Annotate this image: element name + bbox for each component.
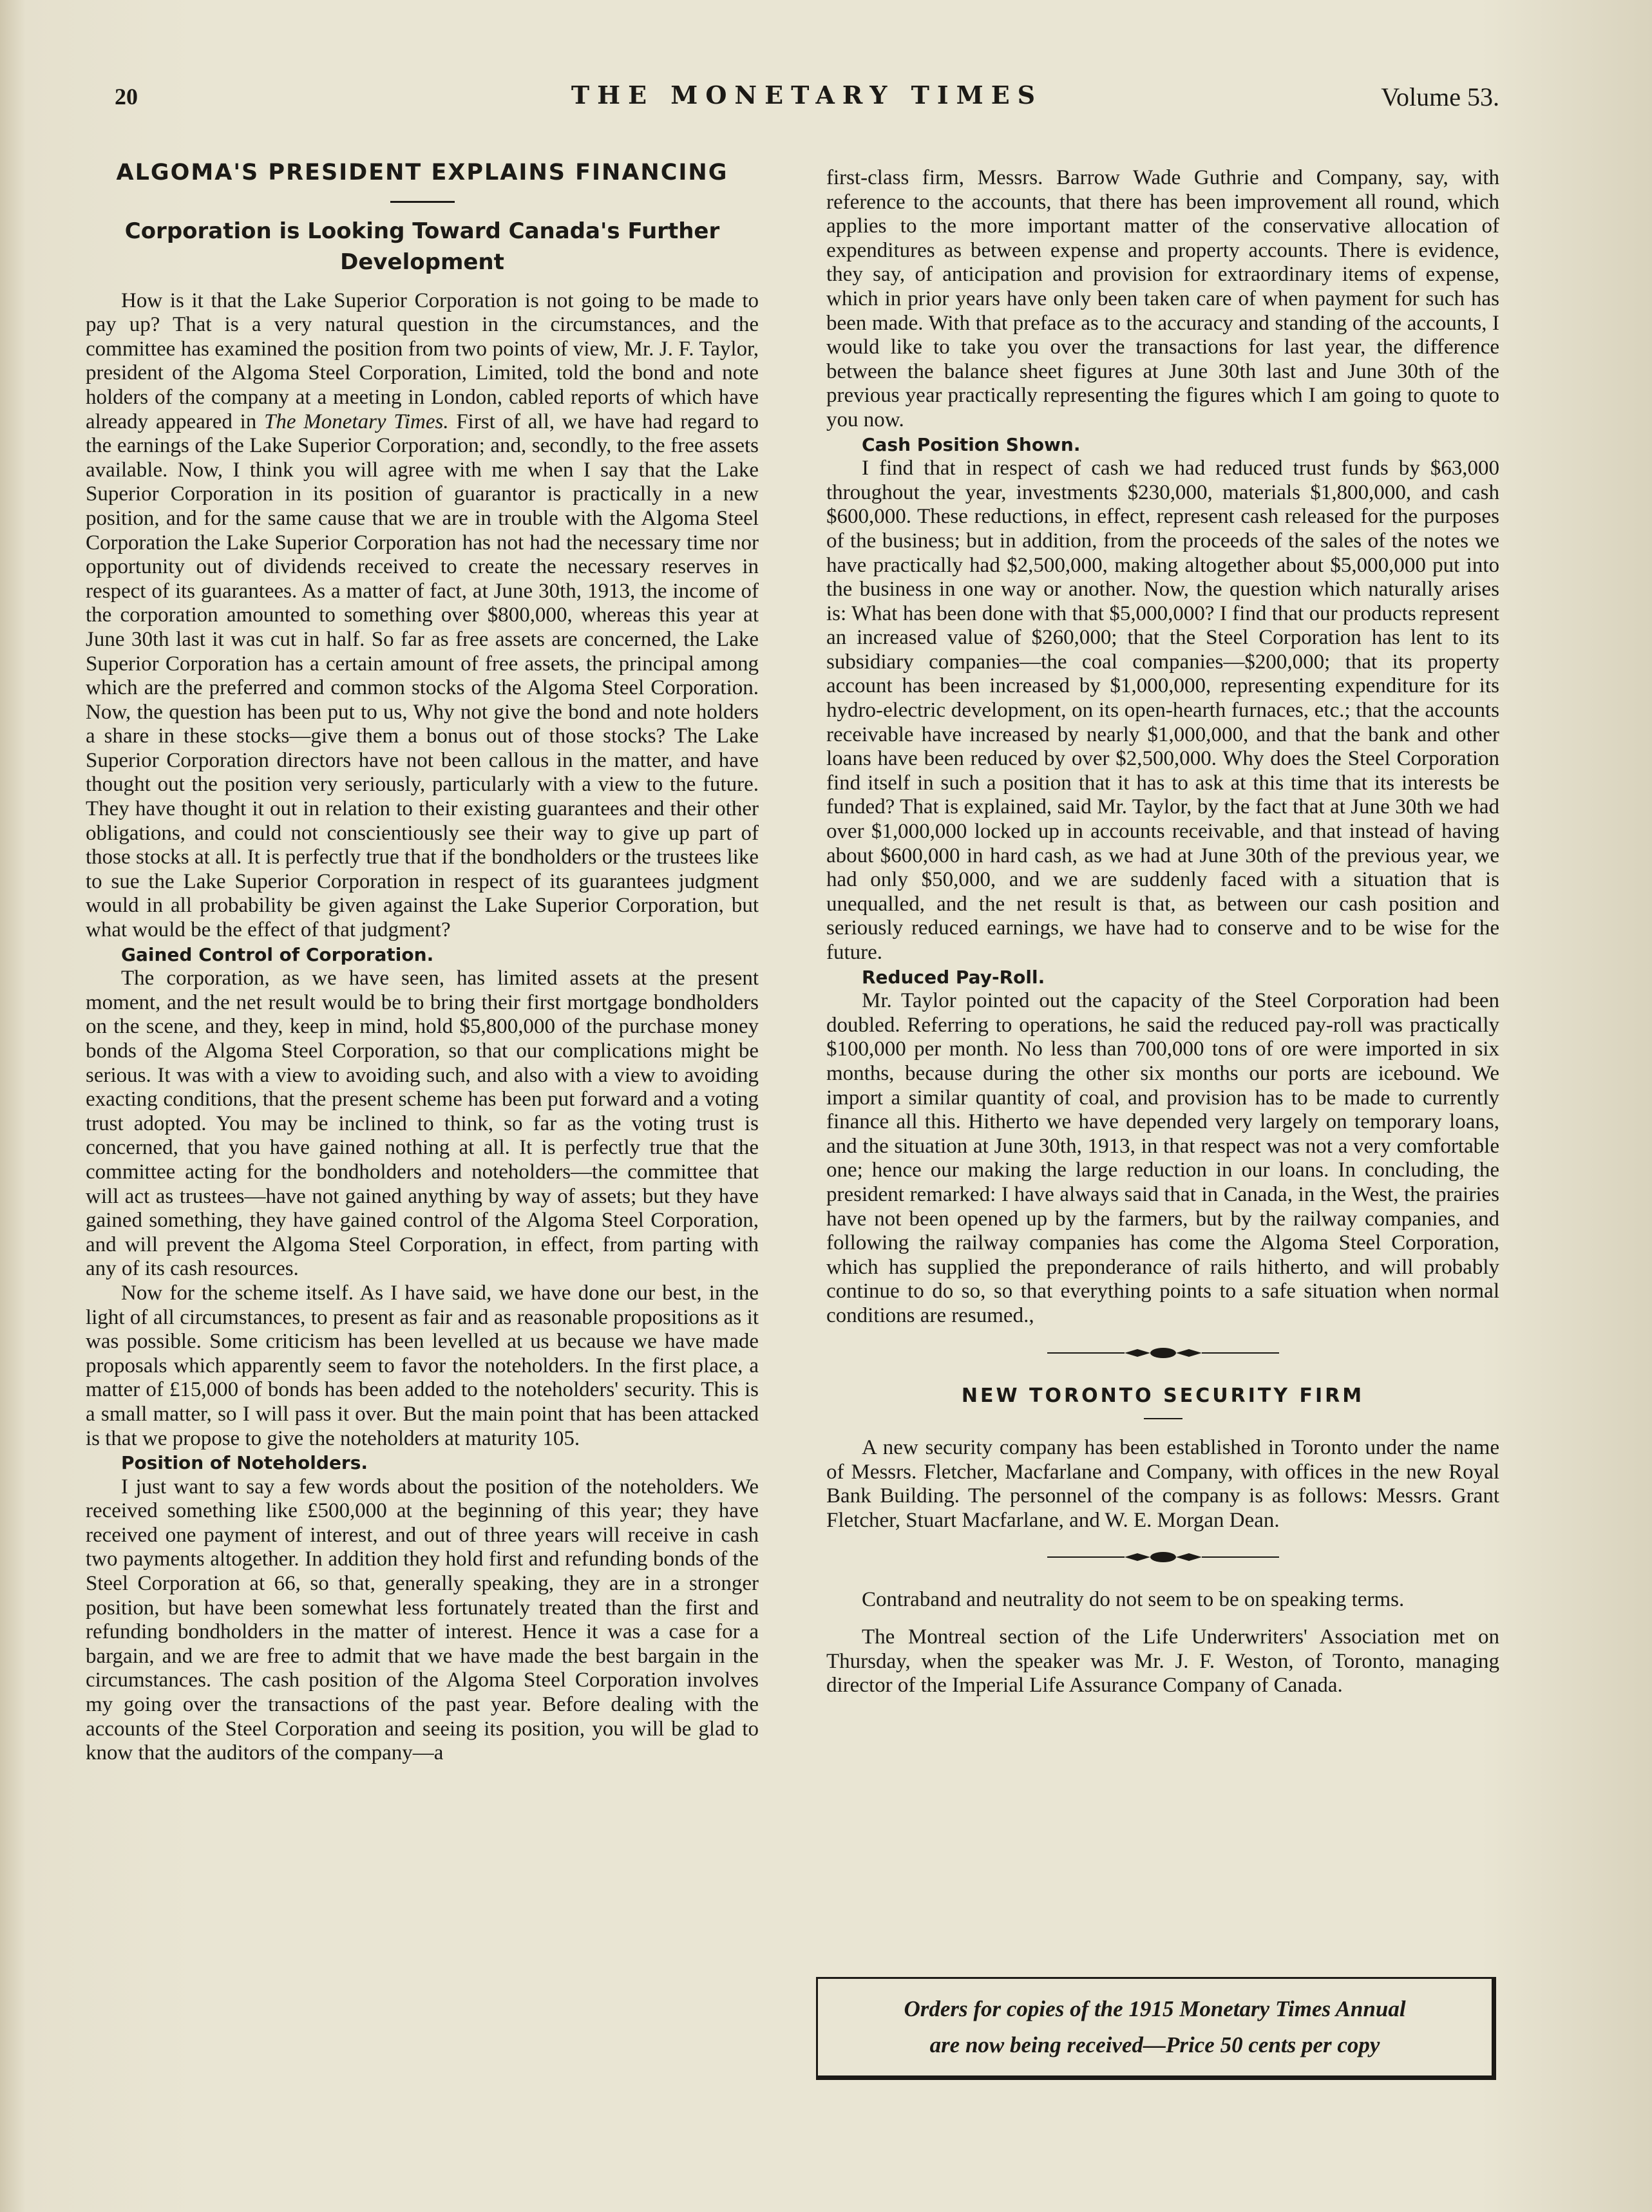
ornament-divider-2 — [1047, 1549, 1279, 1565]
paragraph-control: The corporation, as we have seen, has limited assets at the present moment, and the net result would be to bring their first mortgage bondholders on the scene, and they, keep in mind, hold $5,800,000 of the purchase money bonds of the Algoma Steel Corporation, so that our complications might be serious. It was with a view to avoiding such, and also with a view to avoiding exacting conditions, that the present scheme has been put forward and a voting trust adopted. You may be inclined to think, so far as the voting trust is concerned, that you have gained nothing at all. It is perfectly true that the committee acting for the bondholders and noteholders—the committee that will act as trustees—have not gained anything by way of assets; but they have gained something, they have gained control of the Algoma Steel Corporation, and will prevent the Algoma Steel Corporation, in effect, from parting with any of its cash resources. — [86, 967, 759, 1281]
firm-title: NEW TORONTO SECURITY FIRM — [961, 1384, 1365, 1407]
notice-line-1: Orders for copies of the 1915 Monetary Times Annual — [904, 1996, 1406, 2021]
section-heading-control: Gained Control of Corporation. — [121, 943, 434, 965]
notice-line-2: are now being received—Price 50 cents per copy — [929, 2032, 1380, 2057]
paragraph-scheme: Now for the scheme itself. As I have said, we have done our best, in the light of all circumstances, to present as fair and as reasonable propositions as it was possible. Some criticism has been levelled at us because we have made proposals which apparently seem to favor the noteholders. In the first place, a matter of £15,000 of bonds has been added to the noteholders' security. This is a small matter, so I will pass it over. But the main point that has been attacked is that we propose to give the noteholders at maturity 105. — [86, 1281, 759, 1450]
paragraph-auditors: first-class firm, Messrs. Barrow Wade Guthrie and Company, say, with reference to the accounts, that there has been improvement all round, which applies to the more important matter of the conservative allocation of expenditures as between expense and property accounts. There is evidence, they say, of anticipation and provision for extraordinary items of expense, which in prior years have only been taken care of when payment for such has been made. With that preface as to the accuracy and standing of the accounts, I would like to take you over the transactions for last year, the difference between the balance sheet figures at June 30th last and June 30th of the previous year practically representing the figures which I am going to quote to you now. — [826, 166, 1499, 431]
publication-name: The Monetary Times. — [264, 410, 449, 433]
ornament-divider — [1047, 1345, 1279, 1361]
paragraph-cash: I find that in respect of cash we had reduced trust funds by $63,000 throughout the year, investments $230,000, materials $1,800,000, and cash $600,000. These reductions, in effect, represent cash released for the purposes of the business; but in addition, from the proceeds of the sales of the notes we have practically had $2,500,000, making altogether about $5,000,000 put into the business in one way or another. Now, the question which naturally arises is: What has been done with that $5,000,000? I find that our products represent an increased value of $260,000; that the Steel Corporation has lent to its subsidiary companies—the coal companies—$200,000; that its property account has been increased by $1,000,000, representing expenditure for its hydro-electric development, on its open-hearth furnaces, etc.; that the accounts receivable have increased by nearly $1,000,000, and that the bank and other loans have been reduced by over $2,500,000. Why does the Steel Corporation find itself in such a position that it has to ask at this time that its interests be funded? That is explained, said Mr. Taylor, by the fact that at June 30th we had over $1,000,000 locked up in accounts receivable, and that instead of having about $600,000 in hard cash, as we had at June 30th of the previous year, we had only $50,000, and we are suddenly faced with a situation that is unequalled, and the net result is that, as between our cash position and seriously reduced earnings, we have had to conserve and to be wise for the future. — [826, 457, 1499, 964]
section-heading-cash: Cash Position Shown. — [862, 433, 1081, 455]
paragraph-intro-rest: First of all, we have had regard to the earnings of the Lake Superior Corporation; and, secondly, to the free assets available. Now, I think you will agree with me when I say that the Lake Superior Corporation in its position of guarantor is practically in a new position, and for the same cause that we are in trouble with the Algoma Steel Corporation the Lake Superior Corporation has not had the necessary time nor opportunity out of dividends received to create the necessary reserves in respect of its guarantees. As a matter of fact, at June 30th, 1913, the income of the corporation amounted to something over $800,000, whereas this year at June 30th last it was cut in half. So far as free assets are concerned, the Lake Superior Corporation has a certain amount of free assets, the principal among which are the preferred and common stocks of the Algoma Steel Corporation. Now, the question has been put to us, Why not give the bond and note holders a share in these stocks—give them a bonus out of those stocks? The Lake Superior Corporation directors have not been callous in the matter, and have thought out the position very seriously, particularly with a view to the future. They have thought it out in relation to their existing guarantees and their other obligations, and could not conscientiously see their way to give up part of those stocks at all. It is perfectly true that if the bondholders or the trustees like to sue the Lake Superior Corporation in respect of its guarantees judgment would in all probability be given against the Lake Superior Corporation, but what would be the effect of that judgment? — [86, 410, 759, 942]
paragraph-intro-text: How is it that the Lake Superior Corporation is not going to be made to pay up? That is a very natural question in the circumstances, and the committee has examined the position from two points of view, Mr. J. F. Taylor, president of the Algoma Steel Corporation, Limited, told the bond and note holders of the company at a meeting in London, cabled reports of which have already appeared in — [86, 288, 759, 433]
right-column — [826, 166, 1499, 1698]
title-rule — [390, 201, 455, 203]
page-header — [115, 80, 1499, 119]
section-heading-payroll: Reduced Pay-Roll. — [862, 966, 1045, 988]
paragraph-intro — [86, 289, 759, 943]
article-subtitle: Corporation is Looking Toward Canada's Further Development — [124, 218, 720, 275]
brief-underwriters: The Montreal section of the Life Underwriters' Association met on Thursday, when the speaker was Mr. J. F. Weston, of Toronto, managing director of the Imperial Life Assurance Company of Canada. — [826, 1625, 1499, 1697]
left-column — [86, 161, 759, 1766]
page-number: 20 — [115, 84, 138, 109]
paragraph-payroll: Mr. Taylor pointed out the capacity of the Steel Corporation had been doubled. Referring to operations, he said the reduced pay-roll was practically $100,000 per month. No less than 700,000 tons of ore were imported in six months, because during the other six months our ports are icebound. We import a similar quantity of coal, and provision has to be made to currently finance all this. Hitherto we have depended very largely on temporary loans, and the situation at June 30th, 1913, in that respect was not a very comfortable one; hence our making the large reduction in our loans. In concluding, the president remarked: I have always said that in Canada, in the West, the prairies have not been opened up by the farmers, but by the railway companies, and following the railway companies has come the Algoma Steel Corporation, which has supplied the preponderance of rails hitherto, and will probably continue to do so, so that everything points to a safe situation when normal conditions are resumed., — [826, 989, 1499, 1327]
volume-label: Volume 53. — [1381, 82, 1499, 111]
paragraph-noteholders: I just want to say a few words about the position of the noteholders. We received something like £500,000 at the beginning of this year; they have received one payment of interest, and out of three years will receive in cash two payments altogether. In addition they hold first and refunding bonds of the Steel Corporation at 66, so that, generally speaking, they are in a stronger position, but have been somewhat less fortunately treated than the first and refunding bondholders in the matter of interest. Hence it was a case for a bargain, and we are free to admit that we have made the best bargain in the circumstances. The cash position of the Algoma Steel Corporation involves my going over the transactions of the past year. Before dealing with the accounts of the Steel Corporation and seeing its position, you will be glad to know that the auditors of the company—a — [86, 1475, 759, 1765]
running-title: THE MONETARY TIMES — [571, 80, 1043, 109]
firm-rule — [1144, 1418, 1182, 1419]
annual-order-notice — [816, 1977, 1496, 2080]
paragraph-firm: A new security company has been established in Toronto under the name of Messrs. Fletcher, Macfarlane and Company, with offices in the new Royal Bank Building. The personnel of the company is as follows: Messrs. Grant Fletcher, Stuart Macfarlane, and W. E. Morgan Dean. — [826, 1436, 1499, 1532]
section-heading-noteholders: Position of Noteholders. — [121, 1452, 368, 1474]
article-title: ALGOMA'S PRESIDENT EXPLAINS FINANCING — [116, 160, 728, 185]
brief-contraband: Contraband and neutrality do not seem to be on speaking terms. — [862, 1588, 1405, 1612]
